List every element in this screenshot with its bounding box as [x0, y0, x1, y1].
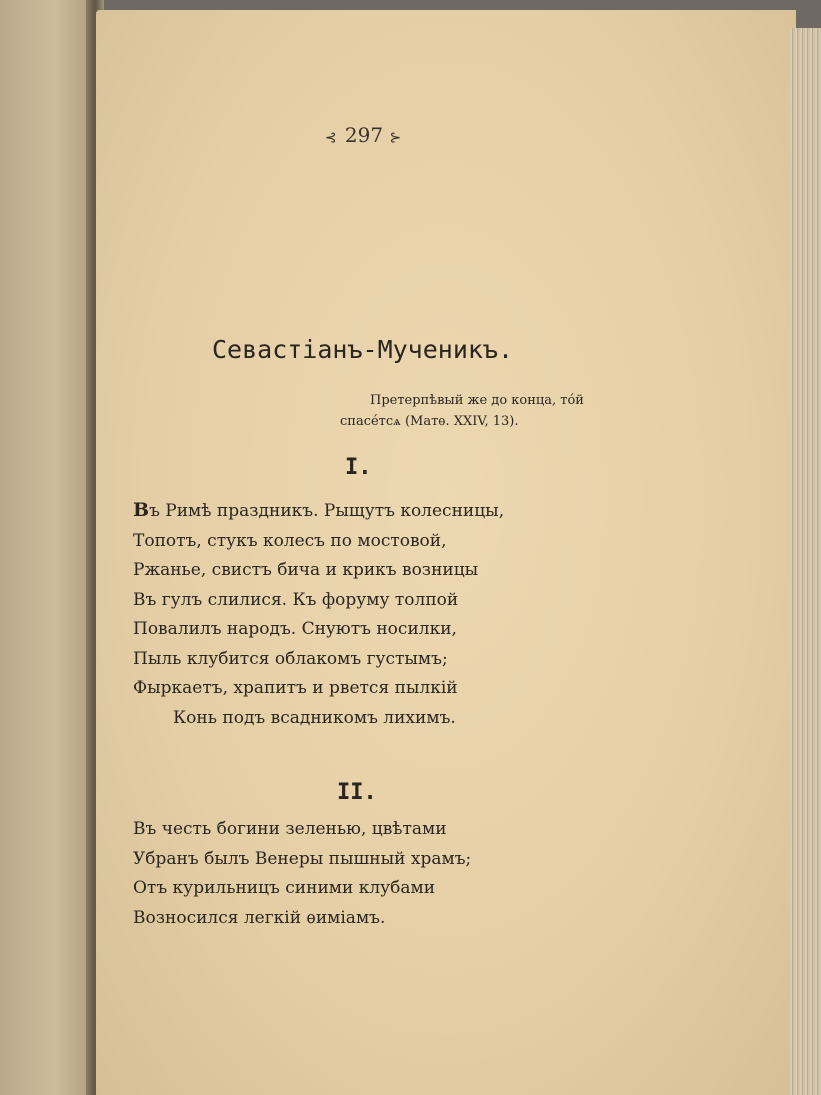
stanza — [133, 815, 583, 933]
verse-line: Повалилъ народъ. Снуютъ носилки, — [133, 619, 457, 639]
stanza — [133, 496, 583, 733]
poem-title: Севастіанъ-Мученикъ. — [212, 335, 514, 364]
verse-line: Въ честь богини зеленью, цвѣтами — [133, 819, 447, 839]
verse-line: Фыркаетъ, храпитъ и рвется пылкій — [133, 678, 458, 698]
verse-line: Отъ курильницъ синими клубами — [133, 878, 436, 898]
epigraph-line: Претерпѣвый же до конца, тóй — [370, 393, 584, 408]
page-number — [314, 123, 414, 147]
left-page — [0, 0, 100, 1095]
section-heading: II. — [337, 780, 377, 805]
page-number-value: 297 — [344, 123, 384, 147]
ornament-left: ⊰ — [324, 130, 339, 146]
verse-line: Въ Римѣ праздникъ. Рыщутъ колесницы, — [133, 499, 505, 521]
verse-line: Пыль клубится облакомъ густымъ; — [133, 648, 448, 669]
verse-line: Въ гулъ слилися. Къ форуму толпой — [133, 589, 459, 610]
section-heading: I. — [345, 455, 372, 480]
page-edges — [790, 28, 821, 1095]
ornament-right: ⊱ — [389, 130, 404, 146]
verse-line: Топотъ, стукъ колесъ по мостовой, — [133, 530, 447, 551]
verse-line: Убранъ былъ Венеры пышный храмъ; — [133, 848, 472, 869]
drop-cap: В — [133, 499, 150, 521]
verse-line: Конь подъ всадникомъ лихимъ. — [173, 707, 456, 728]
epigraph-line: спасéтсѧ (Матѳ. XXIV, 13). — [340, 414, 519, 429]
verse-line: Возносился легкій ѳиміамъ. — [133, 907, 386, 928]
epigraph — [340, 390, 620, 432]
verse-line: Ржанье, свистъ бича и крикъ возницы — [133, 560, 479, 580]
